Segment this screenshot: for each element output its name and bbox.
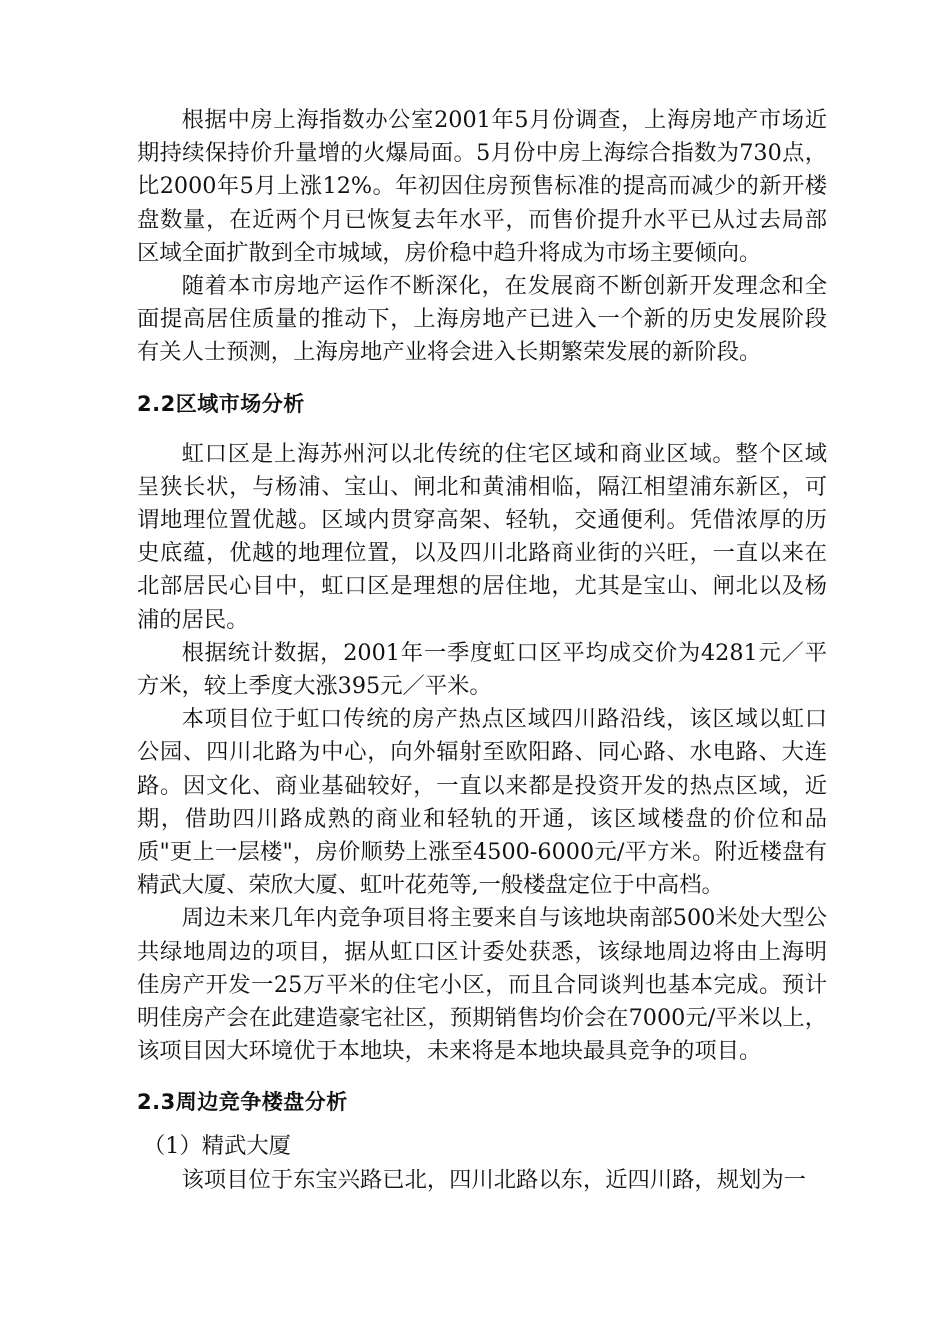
section-heading-2-3: 2.3周边竞争楼盘分析 [137,1090,348,1115]
body-paragraph-2-2-3: 本项目位于虹口传统的房产热点区域四川路沿线，该区域以虹口公园、四川北路为中心，向外辐射至欧阳路、同心路、水电路、大连路。因文化、商业基础较好，一直以来都是投资开发的热点区域，近期，借助四川路成熟的商业和轻轨的开通，该区域楼盘的价位和品质"更上一层楼"，房价顺势上涨至4500-6000元/平方米。附近楼盘有精武大厦、荣欣大厦、虹叶花苑等,一般楼盘定位于中高档。 [137,706,827,899]
body-paragraph-intro-1: 根据中房上海指数办公室2001年5月份调查，上海房地产市场近期持续保持价升量增的火爆局面。5月份中房上海综合指数为730点，比2000年5月上涨12%。年初因住房预售标准的提高而减少的新开楼盘数量，在近两个月已恢复去年水平，而售价提升水平已从过去局部区域全面扩散到全市城域，房价稳中趋升将成为市场主要倾向。 [137,107,827,266]
body-paragraph-2-2-1: 虹口区是上海苏州河以北传统的住宅区域和商业区域。整个区域呈狭长状，与杨浦、宝山、闸北和黄浦相临，隔江相望浦东新区，可谓地理位置优越。区域内贯穿高架、轻轨，交通便利。凭借浓厚的历史底蕴，优越的地理位置，以及四川北路商业街的兴旺，一直以来在北部居民心目中，虹口区是理想的居住地，尤其是宝山、闸北以及杨浦的居民。 [137,440,827,633]
body-paragraph-intro-2: 随着本市房地产运作不断深化，在发展商不断创新开发理念和全面提高居住质量的推动下，上海房地产已进入一个新的历史发展阶段有关人士预测，上海房地产业将会进入长期繁荣发展的新阶段。 [137,273,827,366]
list-item-label: （1）精武大厦 [143,1133,291,1160]
body-paragraph-2-2-4: 周边未来几年内竞争项目将主要来自与该地块南部500米处大型公共绿地周边的项目，据从虹口区计委处获悉，该绿地周边将由上海明佳房产开发一25万平米的住宅小区，而且合同谈判也基本完成。预计明佳房产会在此建造豪宅社区，预期销售均价会在7000元/平米以上，该项目因大环境优于本地块，未来将是本地块最具竞争的项目。 [137,905,827,1065]
document-body [137,104,827,1197]
section-heading-2-2: 2.2区域市场分析 [137,391,305,416]
body-paragraph-2-3-1: 该项目位于东宝兴路已北，四川北路以东，近四川路，规划为一 [181,1166,806,1193]
body-paragraph-2-2-2: 根据统计数据，2001年一季度虹口区平均成交价为4281元／平方米，较上季度大涨395元／平米。 [137,639,827,700]
